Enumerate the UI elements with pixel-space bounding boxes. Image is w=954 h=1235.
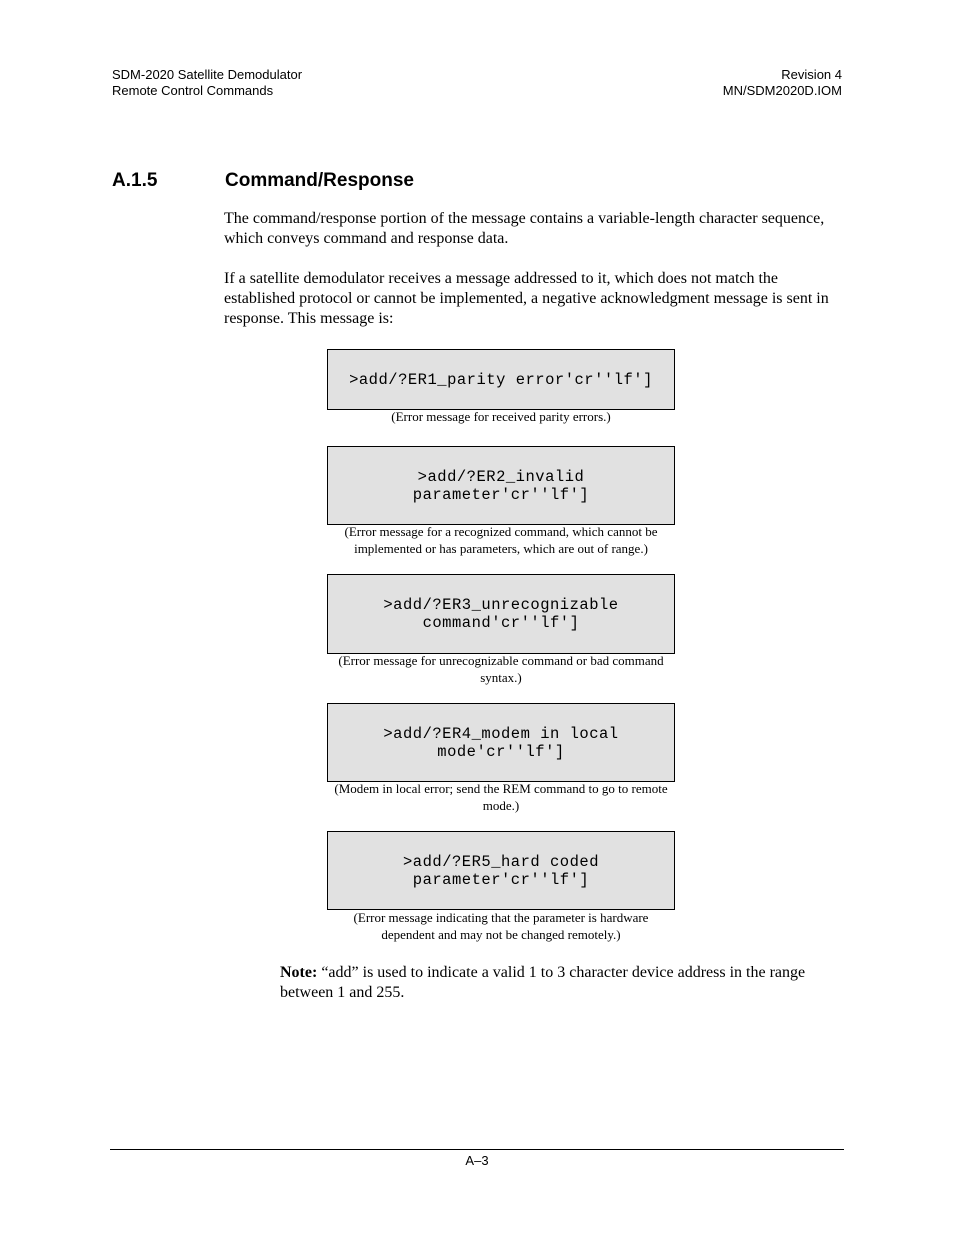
error-message-line: >add/?ER5_hard coded xyxy=(402,852,600,871)
section-title: Command/Response xyxy=(225,170,414,191)
error-caption-er1: (Error message for received parity errors.) xyxy=(391,409,611,424)
error-message-line: command'cr''lf'] xyxy=(422,614,580,632)
footer-rule xyxy=(110,1149,844,1150)
error-caption-er3: (Error message for unrecognizable command or bad command syntax.) xyxy=(338,653,664,685)
error-message-box-er5 xyxy=(327,831,675,910)
running-header-right xyxy=(723,67,842,99)
error-message-box-er3 xyxy=(327,574,675,654)
note-text: “add” is used to indicate a valid 1 to 3 character device address in the range between 1 and 255. xyxy=(280,964,806,1001)
paragraph-nak: If a satellite demodulator receives a message addressed to it, which does not match the established protocol or cannot be implemented, a negative acknowledgment message is sent in response. This message is: xyxy=(224,270,829,327)
error-message-line: >add/?ER3_unrecognizable xyxy=(383,596,619,614)
paragraph-intro: The command/response portion of the message contains a variable-length character sequence, which conveys command and response data. xyxy=(224,210,825,247)
note-label: Note: xyxy=(280,964,318,981)
error-message-line: parameter'cr''lf'] xyxy=(412,870,590,889)
error-message-box-er4 xyxy=(327,703,675,782)
error-caption-er2: (Error message for a recognized command, which cannot be implemented or has parameters, which are out of range.) xyxy=(344,524,658,556)
note-paragraph xyxy=(280,963,840,1003)
section-number: A.1.5 xyxy=(112,170,158,191)
error-message-line: mode'cr''lf'] xyxy=(437,742,565,761)
running-header-left xyxy=(112,67,302,99)
section-heading xyxy=(112,170,414,192)
error-message-box-er2 xyxy=(327,446,675,525)
doc-revision: Revision 4 xyxy=(781,67,842,82)
page-number: A–3 xyxy=(465,1153,489,1168)
error-message-line: >add/?ER4_modem in local xyxy=(383,724,619,743)
doc-title: SDM-2020 Satellite Demodulator xyxy=(112,67,303,82)
error-caption-er4: (Modem in local error; send the REM command to go to remote mode.) xyxy=(334,781,668,813)
error-message-box-er1 xyxy=(327,349,675,410)
error-message-line: parameter'cr''lf'] xyxy=(412,485,590,504)
error-message-line: >add/?ER1_parity error'cr''lf'] xyxy=(349,370,653,389)
doc-chapter: Remote Control Commands xyxy=(112,83,274,98)
error-message-line: >add/?ER2_invalid xyxy=(417,467,585,486)
error-caption-er5: (Error message indicating that the parameter is hardware dependent and may not be changed remotely.) xyxy=(353,910,649,942)
doc-number: MN/SDM2020D.IOM xyxy=(722,83,842,98)
